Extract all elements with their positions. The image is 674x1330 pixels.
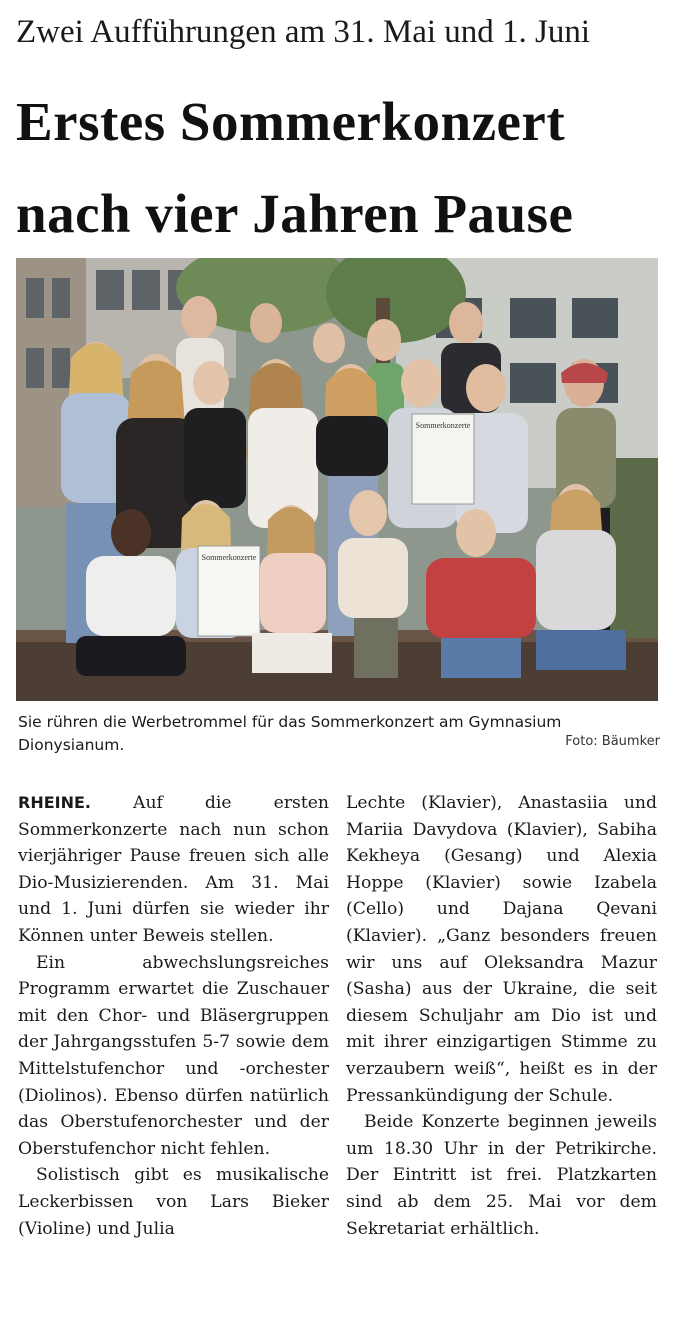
paragraph: Lechte (Klavier), Anastasiia und Mariia Davydova (Klavier), Sabiha Kekheya (Gesang) und Alexia Hoppe (Klavier) sowie Izabela (Cello) und Dajana Qevani (Klavier). „Ganz besonders freuen wir uns auf Oleksandra Mazur (Sasha) aus der Ukraine, die seit diesem Schuljahr am Dio ist und mit ihrer einzigartigen Stimme zu verzaubern weiß“, heißt es in der Pressankündigung der Schule. [346, 793, 657, 1106]
paragraph-text: Auf die ersten Sommerkonzerte nach nun schon vierjähriger Pause freuen sich alle Dio-Musizierenden. Am 31. Mai und 1. Juni dürfen sie wieder ihr Können unter Beweis stellen. [18, 793, 329, 946]
paragraph: Solistisch gibt es musikalische Leckerbissen von Lars Bieker (Violine) und Julia [18, 1165, 329, 1239]
paragraph: Ein abwechslungsreiches Programm erwartet die Zuschauer mit den Chor- und Bläsergruppen der Jahrgangsstufen 5-7 sowie dem Mittelstufenchor und -orchester (Diolinos). Ebenso dürfen natürlich das Oberstufenorchester und der Oberstufenchor nicht fehlen. [18, 952, 329, 1159]
poster-title-left: Sommerkonzerte [201, 553, 257, 562]
paragraph: Beide Konzerte beginnen jeweils um 18.30 Uhr in der Petrikirche. Der Eintritt ist frei. Platzkarten sind ab dem 25. Mai vor dem Sekretariat erhältlich. [346, 1112, 657, 1239]
group-photo-illustration [16, 258, 658, 701]
poster-title-center: Sommerkonzerte [415, 421, 471, 430]
article-photo [16, 258, 658, 701]
article-column-right [346, 790, 657, 1242]
photo-credit: Foto: Bäumker [565, 734, 660, 749]
article-column-left [18, 790, 329, 1242]
dateline: RHEINE. [18, 793, 91, 812]
article-headline: Erstes Sommerkonzert nach vier Jahren Pause [16, 91, 574, 244]
article-kicker: Zwei Aufführungen am 31. Mai und 1. Juni [16, 14, 591, 50]
paragraph [18, 790, 329, 950]
photo-caption: Sie rühren die Werbetrommel für das Sommerkonzert am Gymnasium Dionysianum. [18, 713, 562, 754]
